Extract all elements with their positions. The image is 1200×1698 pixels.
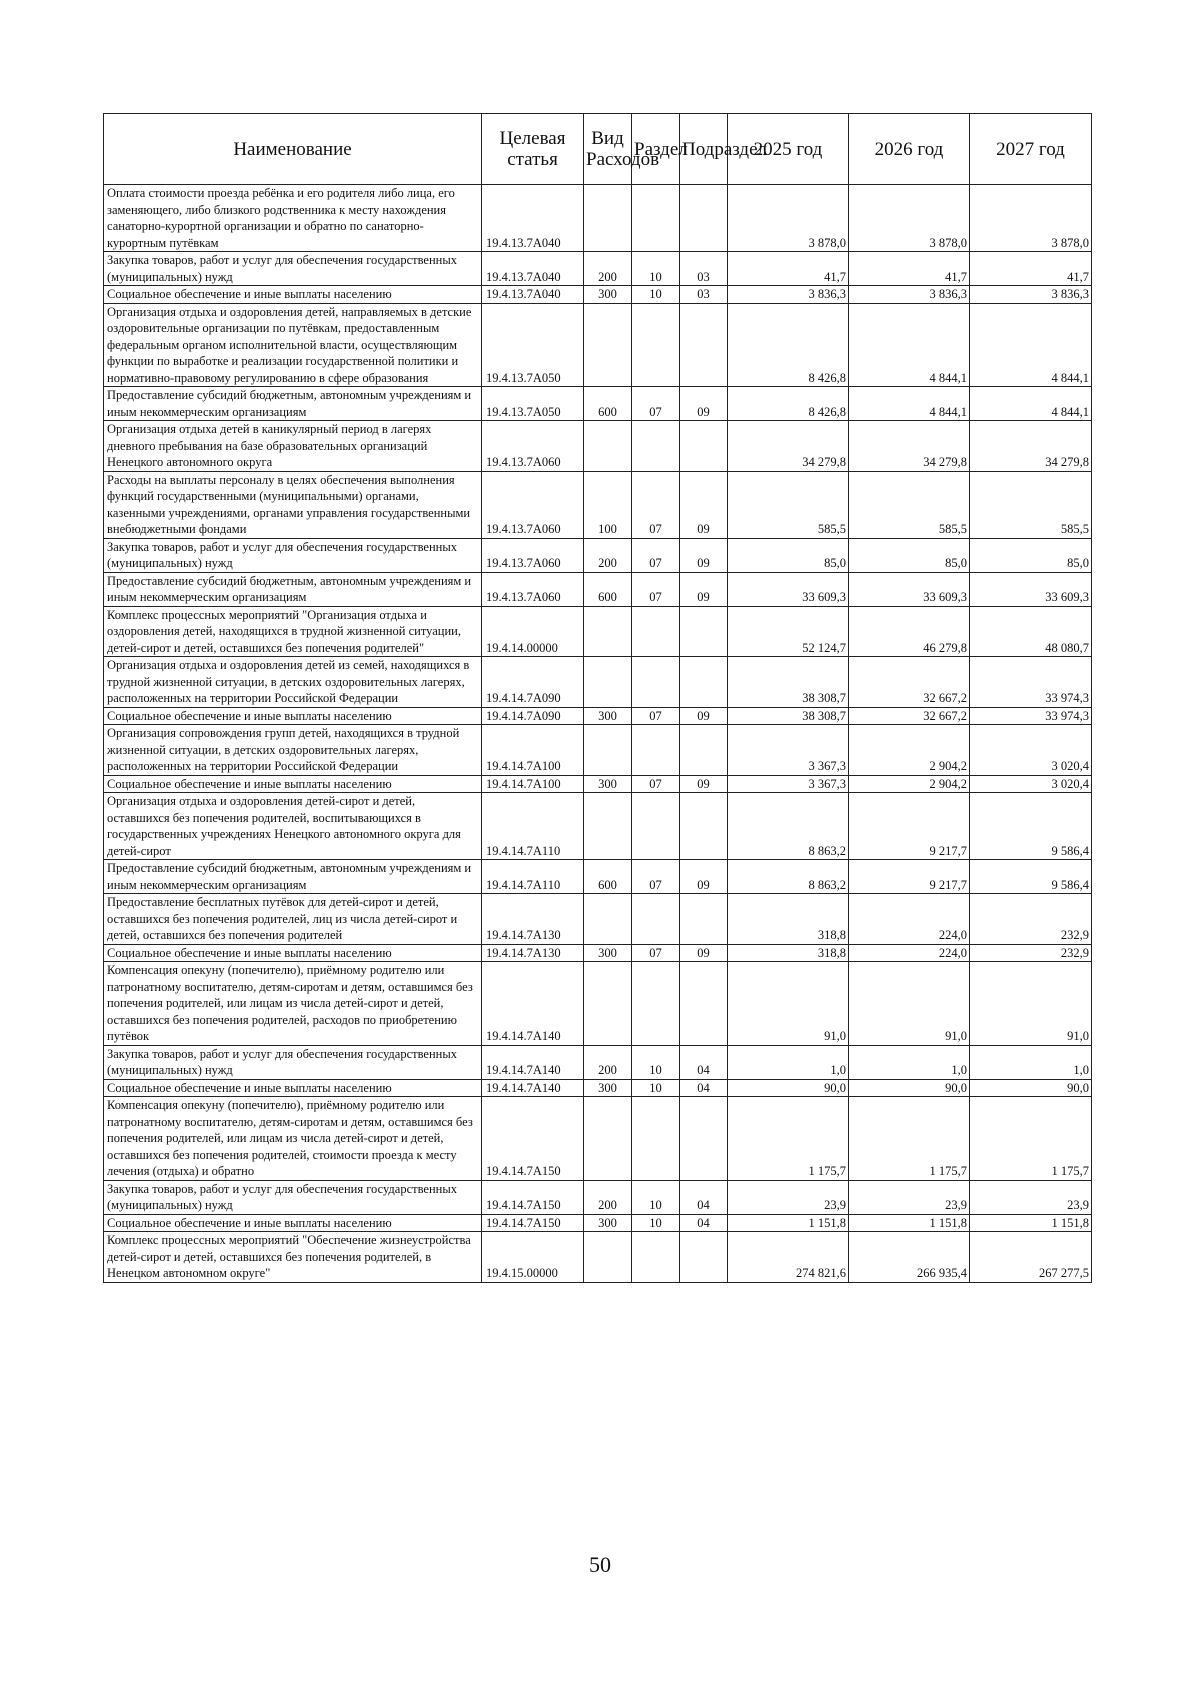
cell-2027: 9 586,4 bbox=[970, 860, 1092, 894]
cell-subsection bbox=[680, 725, 728, 776]
cell-2025: 33 609,3 bbox=[728, 572, 849, 606]
cell-2025: 38 308,7 bbox=[728, 707, 849, 725]
cell-section bbox=[632, 894, 680, 945]
cell-2025: 1 175,7 bbox=[728, 1097, 849, 1181]
table-row bbox=[104, 185, 1092, 252]
table-row bbox=[104, 793, 1092, 860]
cell-target-article: 19.4.14.7А140 bbox=[482, 1079, 584, 1097]
cell-subsection: 09 bbox=[680, 538, 728, 572]
cell-2025: 34 279,8 bbox=[728, 421, 849, 472]
table-row bbox=[104, 657, 1092, 708]
cell-target-article: 19.4.13.7А040 bbox=[482, 185, 584, 252]
cell-expense-type: 200 bbox=[584, 252, 632, 286]
cell-2025: 91,0 bbox=[728, 962, 849, 1046]
cell-2027: 1 151,8 bbox=[970, 1214, 1092, 1232]
cell-2027: 1 175,7 bbox=[970, 1097, 1092, 1181]
cell-section: 07 bbox=[632, 775, 680, 793]
cell-expense-type: 200 bbox=[584, 538, 632, 572]
cell-2025: 3 367,3 bbox=[728, 725, 849, 776]
cell-expense-type bbox=[584, 185, 632, 252]
header-2026: 2026 год bbox=[849, 114, 970, 185]
cell-section: 10 bbox=[632, 1079, 680, 1097]
cell-expense-type: 300 bbox=[584, 707, 632, 725]
cell-2026: 32 667,2 bbox=[849, 707, 970, 725]
cell-target-article: 19.4.13.7А040 bbox=[482, 286, 584, 304]
cell-section bbox=[632, 657, 680, 708]
cell-name: Предоставление субсидий бюджетным, автономным учреждениям и иным некоммерческим организациям bbox=[104, 572, 482, 606]
cell-2025: 1 151,8 bbox=[728, 1214, 849, 1232]
cell-2026: 9 217,7 bbox=[849, 860, 970, 894]
cell-section bbox=[632, 1097, 680, 1181]
cell-section: 07 bbox=[632, 471, 680, 538]
cell-expense-type: 200 bbox=[584, 1180, 632, 1214]
cell-subsection: 09 bbox=[680, 471, 728, 538]
cell-2027: 1,0 bbox=[970, 1045, 1092, 1079]
cell-2026: 3 878,0 bbox=[849, 185, 970, 252]
cell-2026: 2 904,2 bbox=[849, 775, 970, 793]
cell-name: Предоставление субсидий бюджетным, автономным учреждениям и иным некоммерческим организациям bbox=[104, 860, 482, 894]
table-row bbox=[104, 471, 1092, 538]
cell-section bbox=[632, 1232, 680, 1283]
cell-expense-type: 600 bbox=[584, 387, 632, 421]
cell-subsection bbox=[680, 894, 728, 945]
cell-expense-type bbox=[584, 606, 632, 657]
cell-2027: 585,5 bbox=[970, 471, 1092, 538]
cell-target-article: 19.4.14.7А090 bbox=[482, 657, 584, 708]
cell-2026: 33 609,3 bbox=[849, 572, 970, 606]
cell-subsection: 03 bbox=[680, 252, 728, 286]
cell-expense-type: 300 bbox=[584, 1214, 632, 1232]
cell-expense-type: 300 bbox=[584, 1079, 632, 1097]
cell-expense-type bbox=[584, 1232, 632, 1283]
cell-name: Закупка товаров, работ и услуг для обеспечения государственных (муниципальных) нужд bbox=[104, 1180, 482, 1214]
table-row bbox=[104, 725, 1092, 776]
cell-name: Закупка товаров, работ и услуг для обеспечения государственных (муниципальных) нужд bbox=[104, 252, 482, 286]
cell-subsection: 04 bbox=[680, 1079, 728, 1097]
cell-name: Компенсация опекуну (попечителю), приёмному родителю или патронатному воспитателю, детям-сиротам и детям, оставшимся без попечения родителей, или лицам из числа детей-сирот и детей, оставшихся без попечения родителей, стоимости проезда к месту лечения (отдыха) и обратно bbox=[104, 1097, 482, 1181]
cell-2026: 224,0 bbox=[849, 894, 970, 945]
cell-2025: 8 863,2 bbox=[728, 793, 849, 860]
cell-name: Закупка товаров, работ и услуг для обеспечения государственных (муниципальных) нужд bbox=[104, 538, 482, 572]
cell-2027: 4 844,1 bbox=[970, 387, 1092, 421]
cell-section: 07 bbox=[632, 944, 680, 962]
cell-2025: 8 863,2 bbox=[728, 860, 849, 894]
cell-name: Комплекс процессных мероприятий "Организация отдыха и оздоровления детей, находящихся в трудной жизненной ситуации, детей-сирот и детей, оставшихся без попечения родителей" bbox=[104, 606, 482, 657]
cell-2025: 85,0 bbox=[728, 538, 849, 572]
cell-2027: 41,7 bbox=[970, 252, 1092, 286]
cell-2027: 33 974,3 bbox=[970, 707, 1092, 725]
cell-expense-type bbox=[584, 1097, 632, 1181]
table-header-row bbox=[104, 114, 1092, 185]
cell-2027: 3 878,0 bbox=[970, 185, 1092, 252]
cell-section: 07 bbox=[632, 387, 680, 421]
cell-target-article: 19.4.15.00000 bbox=[482, 1232, 584, 1283]
cell-2026: 90,0 bbox=[849, 1079, 970, 1097]
cell-2026: 266 935,4 bbox=[849, 1232, 970, 1283]
table-row bbox=[104, 252, 1092, 286]
cell-2026: 41,7 bbox=[849, 252, 970, 286]
cell-2026: 46 279,8 bbox=[849, 606, 970, 657]
cell-section bbox=[632, 606, 680, 657]
cell-2025: 8 426,8 bbox=[728, 387, 849, 421]
cell-section: 07 bbox=[632, 538, 680, 572]
header-2027: 2027 год bbox=[970, 114, 1092, 185]
cell-name: Компенсация опекуну (попечителю), приёмному родителю или патронатному воспитателю, детям-сиротам и детям, оставшимся без попечения родителей, или лицам из числа детей-сирот и детей, оставшихся без попечения родителей, расходов по приобретению путёвок bbox=[104, 962, 482, 1046]
table-row bbox=[104, 775, 1092, 793]
cell-expense-type: 200 bbox=[584, 1045, 632, 1079]
cell-name: Социальное обеспечение и иные выплаты населению bbox=[104, 1079, 482, 1097]
cell-subsection: 09 bbox=[680, 707, 728, 725]
cell-target-article: 19.4.14.7А140 bbox=[482, 962, 584, 1046]
cell-section: 10 bbox=[632, 1180, 680, 1214]
cell-2026: 34 279,8 bbox=[849, 421, 970, 472]
cell-2025: 41,7 bbox=[728, 252, 849, 286]
cell-subsection bbox=[680, 657, 728, 708]
header-target-article: Целевая статья bbox=[482, 114, 584, 185]
cell-subsection: 09 bbox=[680, 944, 728, 962]
cell-2025: 3 367,3 bbox=[728, 775, 849, 793]
cell-2025: 23,9 bbox=[728, 1180, 849, 1214]
cell-name: Социальное обеспечение и иные выплаты населению bbox=[104, 775, 482, 793]
cell-target-article: 19.4.13.7А060 bbox=[482, 421, 584, 472]
page-number: 50 bbox=[589, 1552, 611, 1577]
cell-2026: 23,9 bbox=[849, 1180, 970, 1214]
table-row bbox=[104, 303, 1092, 387]
cell-2026: 2 904,2 bbox=[849, 725, 970, 776]
cell-name: Организация отдыха детей в каникулярный период в лагерях дневного пребывания на базе образовательных организаций Ненецкого автономного округа bbox=[104, 421, 482, 472]
table-row bbox=[104, 1214, 1092, 1232]
cell-section: 07 bbox=[632, 707, 680, 725]
cell-2026: 3 836,3 bbox=[849, 286, 970, 304]
cell-name: Организация сопровождения групп детей, находящихся в трудной жизненной ситуации, в детских оздоровительных лагерях, расположенных на территории Российской Федерации bbox=[104, 725, 482, 776]
cell-section bbox=[632, 962, 680, 1046]
cell-section: 10 bbox=[632, 1045, 680, 1079]
cell-2026: 224,0 bbox=[849, 944, 970, 962]
cell-2025: 274 821,6 bbox=[728, 1232, 849, 1283]
cell-subsection: 09 bbox=[680, 775, 728, 793]
cell-2025: 52 124,7 bbox=[728, 606, 849, 657]
cell-2027: 267 277,5 bbox=[970, 1232, 1092, 1283]
cell-2026: 1 175,7 bbox=[849, 1097, 970, 1181]
table-row bbox=[104, 572, 1092, 606]
cell-subsection bbox=[680, 303, 728, 387]
cell-section: 07 bbox=[632, 860, 680, 894]
cell-name: Расходы на выплаты персоналу в целях обеспечения выполнения функций государственными (муниципальными) органами, казенными учреждениями, органами управления государственными внебюджетными фондами bbox=[104, 471, 482, 538]
cell-2027: 85,0 bbox=[970, 538, 1092, 572]
table-row bbox=[104, 1079, 1092, 1097]
cell-2025: 38 308,7 bbox=[728, 657, 849, 708]
cell-section bbox=[632, 185, 680, 252]
cell-expense-type: 100 bbox=[584, 471, 632, 538]
cell-expense-type: 300 bbox=[584, 944, 632, 962]
cell-2027: 3 020,4 bbox=[970, 725, 1092, 776]
table-row bbox=[104, 538, 1092, 572]
cell-2026: 32 667,2 bbox=[849, 657, 970, 708]
cell-2027: 90,0 bbox=[970, 1079, 1092, 1097]
table-row bbox=[104, 944, 1092, 962]
cell-2025: 1,0 bbox=[728, 1045, 849, 1079]
cell-subsection bbox=[680, 1232, 728, 1283]
cell-2027: 3 836,3 bbox=[970, 286, 1092, 304]
cell-target-article: 19.4.14.7А150 bbox=[482, 1097, 584, 1181]
cell-section bbox=[632, 303, 680, 387]
cell-target-article: 19.4.14.7А150 bbox=[482, 1180, 584, 1214]
header-expense-type: Вид Расходов bbox=[584, 114, 632, 185]
cell-2027: 34 279,8 bbox=[970, 421, 1092, 472]
cell-name: Социальное обеспечение и иные выплаты населению bbox=[104, 944, 482, 962]
table-row bbox=[104, 894, 1092, 945]
cell-name: Организация отдыха и оздоровления детей, направляемых в детские оздоровительные организации по путёвкам, предоставленным федеральным органом исполнительной власти, осуществляющим функции по выработке и реализации государственной политики и нормативно-правовому регулированию в сфере образования bbox=[104, 303, 482, 387]
cell-expense-type bbox=[584, 421, 632, 472]
cell-target-article: 19.4.14.7А150 bbox=[482, 1214, 584, 1232]
cell-name: Комплекс процессных мероприятий "Обеспечение жизнеустройства детей-сирот и детей, оставшихся без попечения родителей, в Ненецком автономном округе" bbox=[104, 1232, 482, 1283]
cell-2026: 585,5 bbox=[849, 471, 970, 538]
cell-target-article: 19.4.13.7А050 bbox=[482, 387, 584, 421]
cell-2025: 3 836,3 bbox=[728, 286, 849, 304]
cell-expense-type: 300 bbox=[584, 286, 632, 304]
cell-name: Социальное обеспечение и иные выплаты населению bbox=[104, 286, 482, 304]
header-2025: 2025 год bbox=[728, 114, 849, 185]
cell-subsection bbox=[680, 421, 728, 472]
table-row bbox=[104, 1097, 1092, 1181]
cell-2027: 232,9 bbox=[970, 944, 1092, 962]
cell-target-article: 19.4.13.7А050 bbox=[482, 303, 584, 387]
cell-section: 10 bbox=[632, 252, 680, 286]
table-row bbox=[104, 962, 1092, 1046]
cell-2027: 232,9 bbox=[970, 894, 1092, 945]
cell-subsection: 09 bbox=[680, 572, 728, 606]
cell-subsection: 09 bbox=[680, 860, 728, 894]
cell-expense-type: 600 bbox=[584, 572, 632, 606]
header-subsection: Подраздел bbox=[680, 114, 728, 185]
cell-section: 10 bbox=[632, 286, 680, 304]
cell-2026: 85,0 bbox=[849, 538, 970, 572]
table-row bbox=[104, 1180, 1092, 1214]
cell-name: Предоставление бесплатных путёвок для детей-сирот и детей, оставшихся без попечения родителей, лиц из числа детей-сирот и детей, оставшихся без попечения родителей bbox=[104, 894, 482, 945]
cell-2027: 91,0 bbox=[970, 962, 1092, 1046]
cell-2025: 318,8 bbox=[728, 894, 849, 945]
cell-expense-type bbox=[584, 793, 632, 860]
cell-subsection: 04 bbox=[680, 1214, 728, 1232]
cell-expense-type bbox=[584, 657, 632, 708]
cell-2026: 4 844,1 bbox=[849, 387, 970, 421]
cell-expense-type bbox=[584, 894, 632, 945]
cell-target-article: 19.4.14.00000 bbox=[482, 606, 584, 657]
table-row bbox=[104, 387, 1092, 421]
cell-2027: 9 586,4 bbox=[970, 793, 1092, 860]
cell-target-article: 19.4.14.7А130 bbox=[482, 944, 584, 962]
cell-target-article: 19.4.13.7А060 bbox=[482, 572, 584, 606]
cell-subsection: 04 bbox=[680, 1045, 728, 1079]
table-row bbox=[104, 1232, 1092, 1283]
cell-2026: 1 151,8 bbox=[849, 1214, 970, 1232]
cell-name: Закупка товаров, работ и услуг для обеспечения государственных (муниципальных) нужд bbox=[104, 1045, 482, 1079]
cell-target-article: 19.4.13.7А060 bbox=[482, 471, 584, 538]
cell-2027: 33 974,3 bbox=[970, 657, 1092, 708]
cell-target-article: 19.4.13.7А060 bbox=[482, 538, 584, 572]
cell-target-article: 19.4.14.7А100 bbox=[482, 725, 584, 776]
cell-expense-type: 300 bbox=[584, 775, 632, 793]
cell-expense-type bbox=[584, 962, 632, 1046]
cell-2025: 585,5 bbox=[728, 471, 849, 538]
table-row bbox=[104, 707, 1092, 725]
cell-expense-type: 600 bbox=[584, 860, 632, 894]
cell-subsection bbox=[680, 962, 728, 1046]
cell-2025: 8 426,8 bbox=[728, 303, 849, 387]
cell-2026: 4 844,1 bbox=[849, 303, 970, 387]
table-row bbox=[104, 286, 1092, 304]
table-row bbox=[104, 606, 1092, 657]
cell-subsection bbox=[680, 1097, 728, 1181]
cell-name: Организация отдыха и оздоровления детей-сирот и детей, оставшихся без попечения родителей, воспитывающихся в государственных учреждениях Ненецкого автономного округа для детей-сирот bbox=[104, 793, 482, 860]
table-row bbox=[104, 421, 1092, 472]
cell-2026: 1,0 bbox=[849, 1045, 970, 1079]
cell-section bbox=[632, 725, 680, 776]
cell-name: Организация отдыха и оздоровления детей из семей, находящихся в трудной жизненной ситуации, в детских оздоровительных лагерях, расположенных на территории Российской Федерации bbox=[104, 657, 482, 708]
cell-2025: 90,0 bbox=[728, 1079, 849, 1097]
cell-target-article: 19.4.14.7А100 bbox=[482, 775, 584, 793]
cell-target-article: 19.4.14.7А110 bbox=[482, 793, 584, 860]
header-section: Раздел bbox=[632, 114, 680, 185]
cell-section bbox=[632, 793, 680, 860]
cell-subsection bbox=[680, 793, 728, 860]
cell-2025: 3 878,0 bbox=[728, 185, 849, 252]
cell-2027: 23,9 bbox=[970, 1180, 1092, 1214]
cell-2026: 91,0 bbox=[849, 962, 970, 1046]
cell-target-article: 19.4.14.7А110 bbox=[482, 860, 584, 894]
cell-subsection: 04 bbox=[680, 1180, 728, 1214]
cell-name: Предоставление субсидий бюджетным, автономным учреждениям и иным некоммерческим организациям bbox=[104, 387, 482, 421]
cell-subsection bbox=[680, 606, 728, 657]
cell-target-article: 19.4.14.7А090 bbox=[482, 707, 584, 725]
table-row bbox=[104, 1045, 1092, 1079]
cell-subsection bbox=[680, 185, 728, 252]
cell-2025: 318,8 bbox=[728, 944, 849, 962]
cell-subsection: 09 bbox=[680, 387, 728, 421]
cell-subsection: 03 bbox=[680, 286, 728, 304]
cell-name: Оплата стоимости проезда ребёнка и его родителя либо лица, его заменяющего, либо близкого родственника к месту нахождения санаторно-курортной организации и обратно по санаторно-курортным путёвкам bbox=[104, 185, 482, 252]
cell-2026: 9 217,7 bbox=[849, 793, 970, 860]
cell-name: Социальное обеспечение и иные выплаты населению bbox=[104, 707, 482, 725]
cell-2027: 3 020,4 bbox=[970, 775, 1092, 793]
cell-section: 07 bbox=[632, 572, 680, 606]
budget-table bbox=[103, 113, 1092, 1283]
cell-2027: 48 080,7 bbox=[970, 606, 1092, 657]
table-row bbox=[104, 860, 1092, 894]
cell-name: Социальное обеспечение и иные выплаты населению bbox=[104, 1214, 482, 1232]
cell-section bbox=[632, 421, 680, 472]
cell-section: 10 bbox=[632, 1214, 680, 1232]
cell-target-article: 19.4.13.7А040 bbox=[482, 252, 584, 286]
cell-expense-type bbox=[584, 725, 632, 776]
cell-target-article: 19.4.14.7А140 bbox=[482, 1045, 584, 1079]
cell-target-article: 19.4.14.7А130 bbox=[482, 894, 584, 945]
cell-expense-type bbox=[584, 303, 632, 387]
cell-2027: 4 844,1 bbox=[970, 303, 1092, 387]
header-name: Наименование bbox=[104, 114, 482, 185]
cell-2027: 33 609,3 bbox=[970, 572, 1092, 606]
